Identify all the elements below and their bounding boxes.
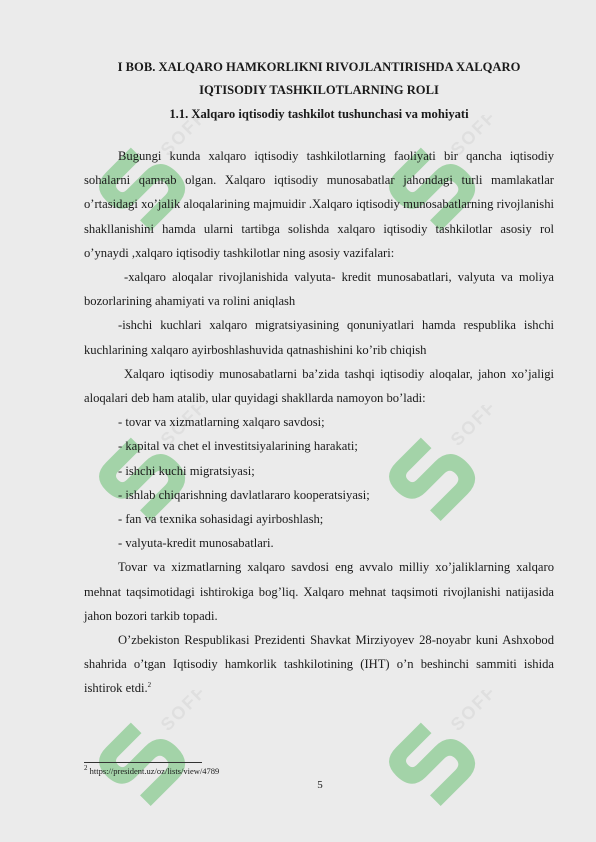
soff-logo-icon <box>70 690 220 840</box>
document-body <box>84 56 554 701</box>
list-item: - fan va texnika sohasidagi ayirboshlash; <box>118 512 324 527</box>
chapter-title-line-2: IQTISODIY TASHKILOTLARNING ROLI <box>199 83 439 97</box>
list-item: - ishchi kuchi migratsiyasi; <box>118 463 255 478</box>
forms-list <box>84 410 554 555</box>
svg-text:SOFF: SOFF <box>156 405 211 450</box>
svg-text:SOFF: SOFF <box>446 690 501 735</box>
footnote-mark: 2 <box>84 764 88 773</box>
paragraph-intro: Bugungi kunda xalqaro iqtisodiy tashkilotlarning faoliyati bir qancha iqtisodiy sohalarni qamrab olgan. Xalqaro iqtisodiy munosabatlar jahondagi turli mamlakatlar o’rtasidagi xo’jalik aloqalarining majmuidir .Xalqaro iqtisodiy munosabatlarning rivojlanishi shakllanishini hamda ularni tartibga solishda xalqaro iqtisodiy tashkilotlar asosiy rol o’ynaydi ,xalqaro iqtisodiy tashkilotlar ning asosiy vazifalari: <box>84 149 554 260</box>
footnote <box>84 766 219 777</box>
svg-text:SOFF: SOFF <box>446 405 501 450</box>
page-number: 5 <box>317 779 323 791</box>
paragraph-trade: Tovar va xizmatlarning xalqaro savdosi eng avvalo milliy xo’jaliklarning xalqaro mehnat taqsimotidagi ishtirokiga bog’liq. Xalqaro mehnat taqsimoti rivojlanishi natijasida jahon bozori tarkib topadi. <box>84 560 554 623</box>
watermark-logo-icon <box>360 690 510 840</box>
list-item: - kapital va chet el investitsiyalarining harakati; <box>118 439 358 454</box>
chapter-title <box>84 56 554 102</box>
paragraph-task-1: -xalqaro aloqalar rivojlanishida valyuta- kredit munosabatlari, valyuta va moliya bozorlarining ahamiyati va rolini aniqlash <box>84 270 554 309</box>
list-item: - tovar va xizmatlarning xalqaro savdosi; <box>118 415 325 430</box>
svg-text:SOFF: SOFF <box>446 115 501 160</box>
paragraph-task-2: -ishchi kuchlari xalqaro migratsiyasining qonuniyatlari hamda respublika ishchi kuchlarining xalqaro ayirboshlashuvida qatnashishini ko’rib chiqish <box>84 318 554 357</box>
footnote-divider <box>84 762 202 763</box>
section-title: 1.1. Xalqaro iqtisodiy tashkilot tushunchasi va mohiyati <box>169 107 469 121</box>
paragraph-summit-text: O’zbekiston Respublikasi Prezidenti Shavkat Mirziyoyev 28-noyabr kuni Ashxobod shahrida o’tgan Iqtisodiy hamkorlik tashkilotining (IHT) o’n beshinchi sammiti ishida ishtirok etdi. <box>84 633 554 696</box>
list-item: - valyuta-kredit munosabatlari. <box>118 536 274 551</box>
watermark-logo-icon <box>70 690 220 840</box>
list-item: - ishlab chiqarishning davlatlararo kooperatsiyasi; <box>118 487 370 502</box>
svg-text:SOFF: SOFF <box>156 115 211 160</box>
paragraph-forms-intro: Xalqaro iqtisodiy munosabatlarni ba’zida tashqi iqtisodiy aloqalar, jahon xo’jaligi aloqalari deb ham atalib, ular quyidagi shakllarda namoyon bo’ladi: <box>84 366 554 406</box>
chapter-title-line-1: I BOB. XALQARO HAMKORLIKNI RIVOJLANTIRISHDA XALQARO <box>117 60 521 74</box>
soff-logo-icon <box>360 690 510 840</box>
paragraph-summit <box>84 628 554 701</box>
footnote-reference: 2 <box>147 681 152 690</box>
footnote-link[interactable]: https://president.uz/oz/lists/view/4789 <box>87 766 220 776</box>
svg-text:SOFF: SOFF <box>156 690 211 735</box>
